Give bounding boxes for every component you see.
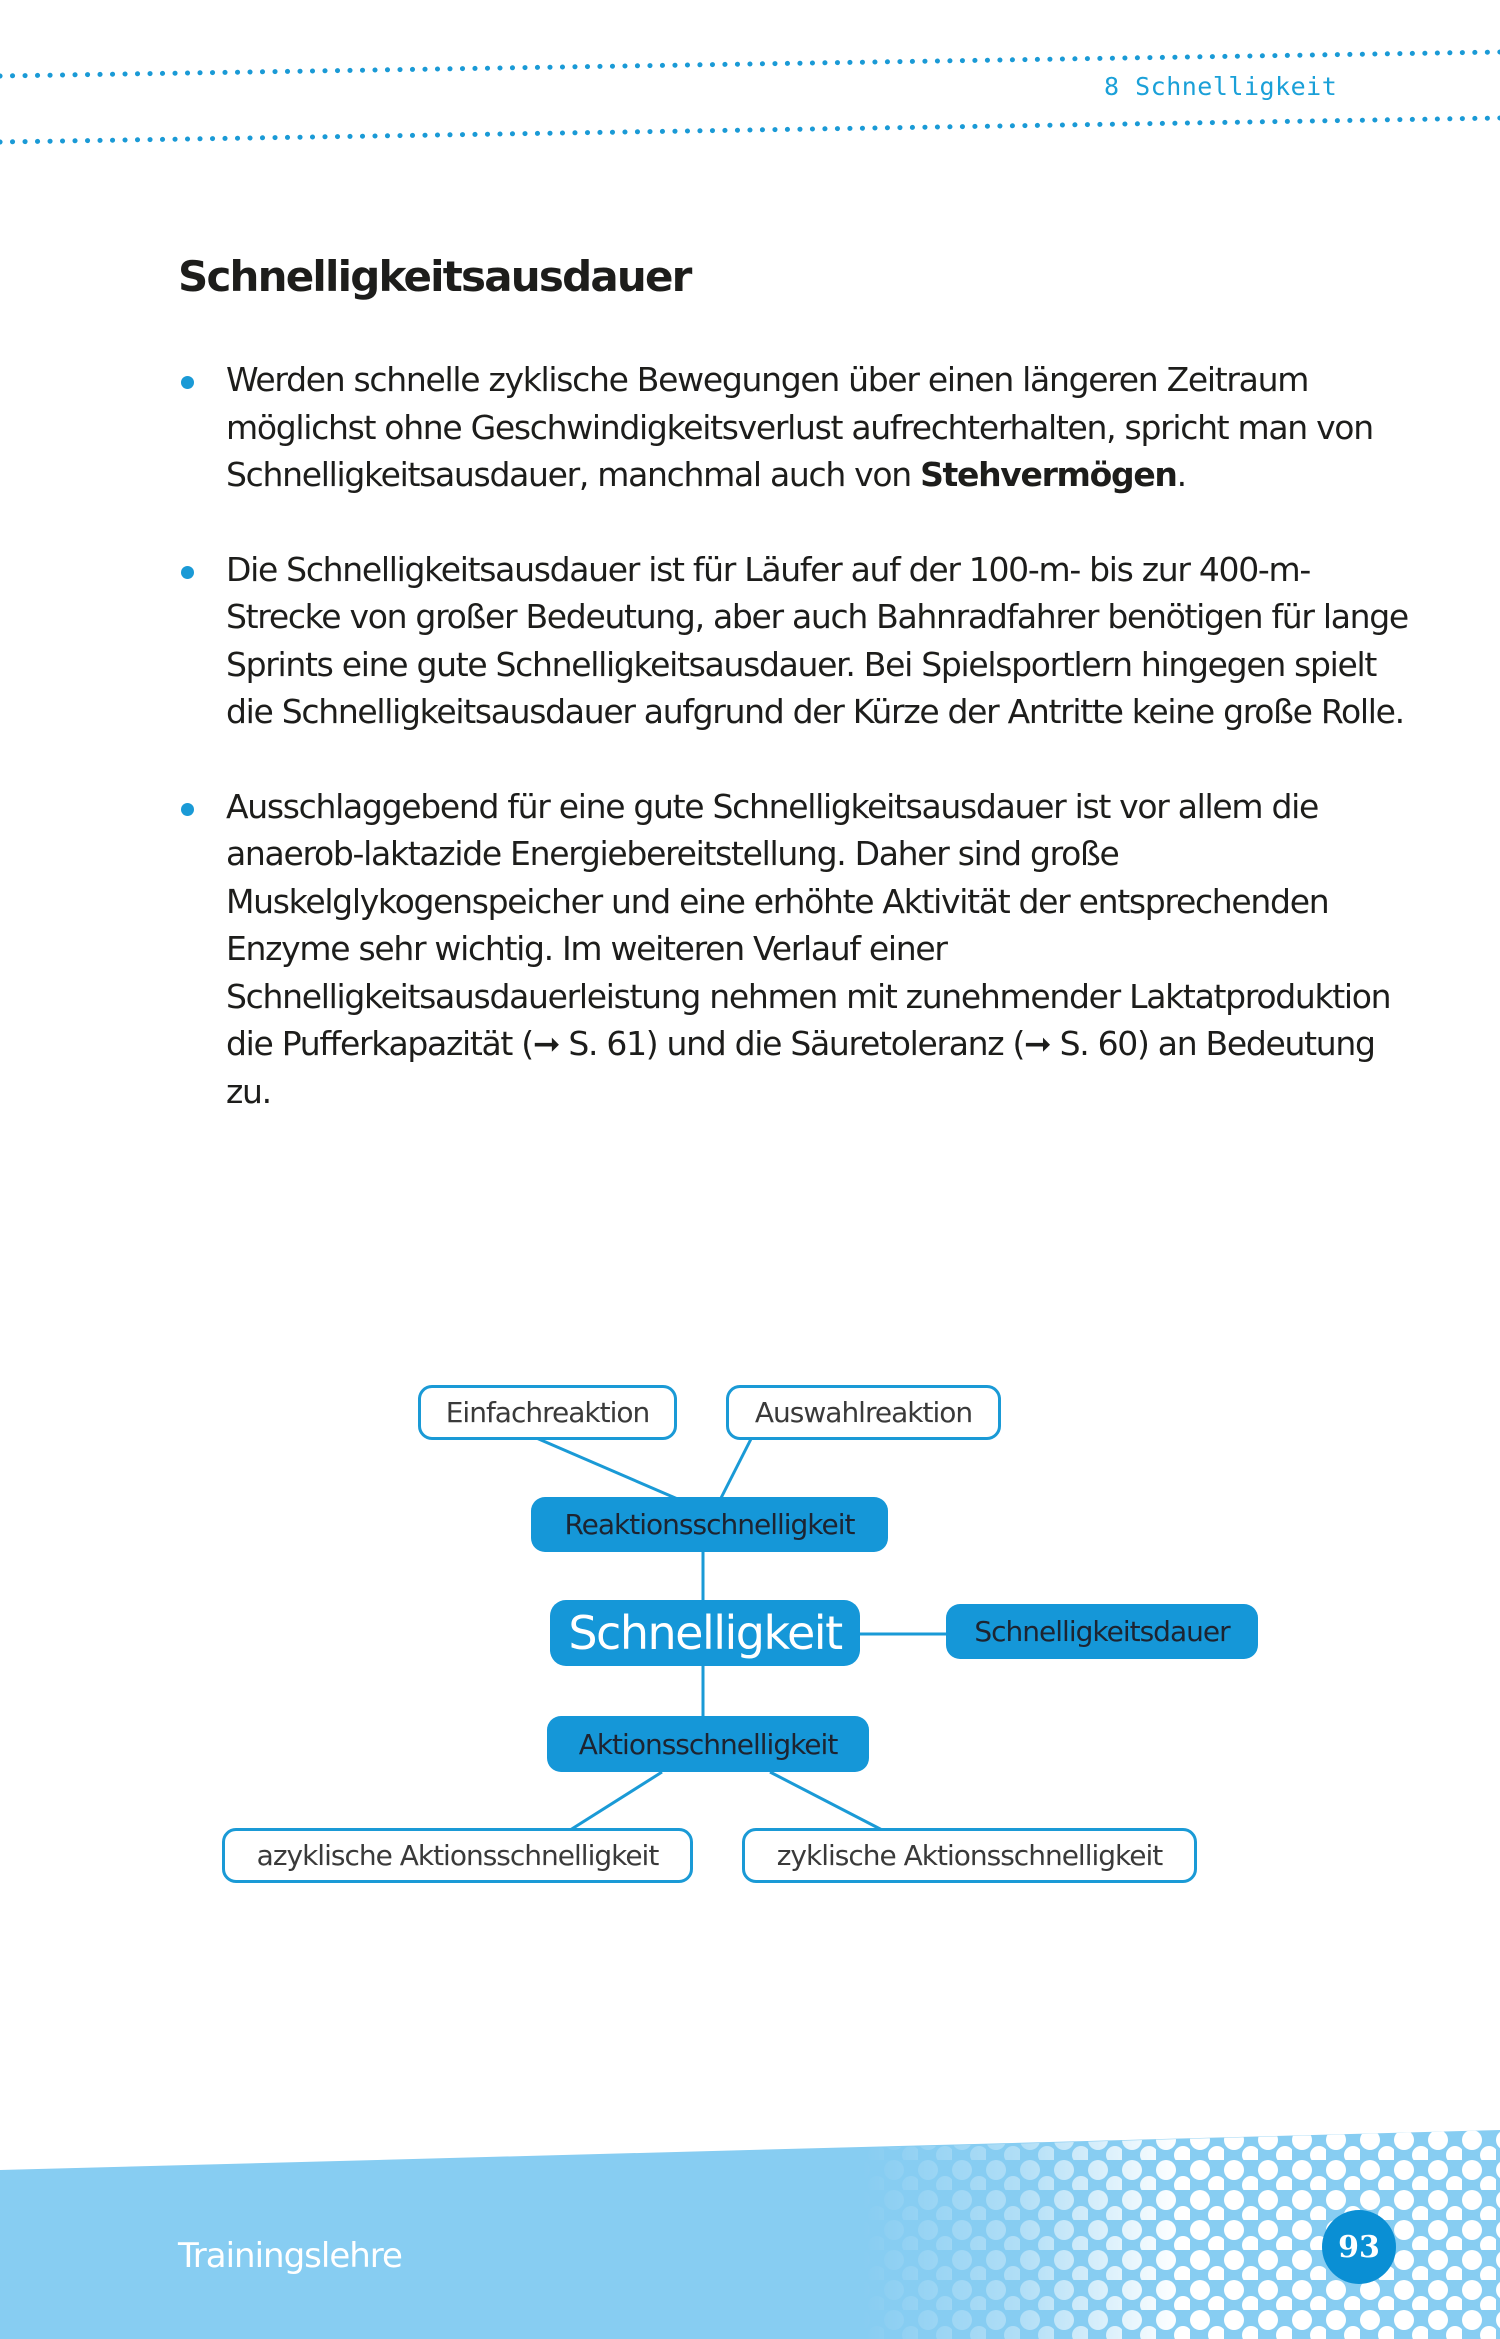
bullet-list — [178, 356, 1408, 1162]
node-schnelligkeitsdauer: Schnelligkeitsdauer — [946, 1604, 1258, 1659]
bullet-dot-icon — [181, 803, 194, 816]
node-einfachreaktion: Einfachreaktion — [418, 1385, 677, 1440]
bullet-dot-icon — [181, 566, 194, 579]
node-reaktionsschnelligkeit: Reaktionsschnelligkeit — [531, 1497, 888, 1552]
bullet-text: Ausschlaggebend für eine gute Schnelligkeitsausdauer ist vor allem die anaerob-laktazide Energiebereitstellung. Daher sind große Muskelglykogenspeicher und eine erhöhte Aktivität der entsprechenden Enzyme sehr wichtig. Im weiteren Verlauf einer Schnelligkeitsausdauerleistung nehmen mit zunehmender Laktatproduktion die Pufferkapazität (➞ S. 61) und die Säuretoleranz (➞ S. 60) an Bedeutung zu. — [226, 786, 1391, 1111]
bullet-item — [178, 356, 1408, 499]
footer-book-title: Trainingslehre — [178, 2236, 402, 2276]
bullet-item — [178, 783, 1408, 1116]
bullet-text: Die Schnelligkeitsausdauer ist für Läufer auf der 100-m- bis zur 400-m-Strecke von großer Bedeutung, aber auch Bahnradfahrer benötigen für lange Sprints eine gute Schnelligkeitsausdauer. Bei Spielsportlern hingegen spielt die Schnelligkeitsausdauer aufgrund der Kürze der Antritte keine große Rolle. — [226, 549, 1408, 731]
section-title: Schnelligkeitsausdauer — [178, 252, 691, 301]
bullet-bold-term: Stehvermögen — [920, 455, 1177, 494]
bullet-text-tail: . — [1176, 455, 1186, 494]
running-head-chapter: 8 Schnelligkeit — [1104, 72, 1338, 101]
node-zyklische-aktionsschnelligkeit: zyklische Aktionsschnelligkeit — [742, 1828, 1197, 1883]
bullet-item — [178, 546, 1408, 736]
node-schnelligkeit-center: Schnelligkeit — [550, 1600, 860, 1666]
bullet-text: Werden schnelle zyklische Bewegungen über einen längeren Zeitraum möglichst ohne Geschwindigkeitsverlust aufrechterhalten, spricht man von Schnelligkeitsausdauer, manchmal auch von — [226, 360, 1373, 494]
footer-band — [0, 2130, 1500, 2339]
page-number-badge: 93 — [1322, 2210, 1396, 2284]
node-azyklische-aktionsschnelligkeit: azyklische Aktionsschnelligkeit — [222, 1828, 693, 1883]
header-dotted-line-bottom — [0, 110, 1500, 150]
node-aktionsschnelligkeit: Aktionsschnelligkeit — [547, 1716, 869, 1772]
node-auswahlreaktion: Auswahlreaktion — [726, 1385, 1001, 1440]
bullet-dot-icon — [181, 376, 194, 389]
